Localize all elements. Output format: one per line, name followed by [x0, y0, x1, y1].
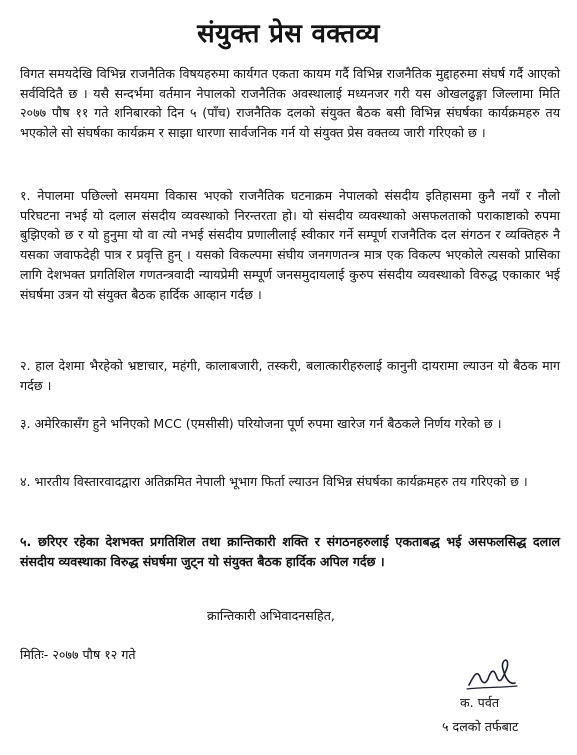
document-date: मितिः- २०७७ पौष १२ गते — [20, 647, 136, 662]
intro-paragraph: विगत समयदेखि विभिन्न राजनैतिक विषयहरुमा कार्यगत एकता कायम गर्दै विभिन्न राजनैतिक मुद्दाहरुमा संघर्ष गर्दै आएको सर्वविदितै छ । यसै सन्दर्भमा वर्तमान नेपालको राजनैतिक अवस्थालाई मध्यनजर गरी यस ओखलढुङ्गा जिल्लामा मिति २०७७ पौष ११ गते शनिबारको दिन ५ (पाँच) राजनैतिक दलको संयुक्त बैठक बसी विभिन्न संघर्षका कार्यक्रमहरु तय भएकोले सो संघर्षका कार्यक्रम र साझा धारणा सार्वजनिक गर्न यो संयुक्त प्रेस वक्तव्य जारी गरिएको छ । — [20, 66, 560, 141]
point-3: ३. अमेरिकासँग हुने भनिएको MCC (एमसीसी) परियोजना पूर्ण रुपमा खारेज गर्न बैठकले निर्णय गरेको छ । — [20, 416, 502, 431]
point-2: २. हाल देशमा भैरहेको भ्रष्टाचार, महंगी, कालाबजारी, तस्करी, बलात्कारीहरुलाई कानुनी दायरामा ल्याउन यो बैठक माग गर्दछ । — [20, 358, 560, 393]
signer-organization: ५ दलको तर्फबाट — [442, 719, 519, 734]
document-title: संयुक्त प्रेस वक्तव्य — [197, 19, 380, 49]
handwritten-signature — [463, 655, 519, 695]
point-1: १. नेपालमा पछिल्लो समयमा विकास भएको राजनैतिक घटनाक्रम नेपालको संसदीय इतिहासमा कुनै नयाँ र नौलो परिघटना नभई यो दलाल संसदीय व्यवस्थाको निरन्तरता हो। यो संसदीय व्यवस्थाको असफलताको पराकाष्टाको रुपमा बुझिएको छ र यो हुनुमा यो वा त्यो नभई संसदीय प्रणालीलाई स्वीकार गर्ने सम्पूर्ण राजनैतिक दल संगठन र व्यक्तिहरु नै यसका जवाफदेही पात्र र प्रवृत्ति हुन् । यसको विकल्पमा संघीय जनगणतन्त्र मात्र एक विकल्प भएकोले त्यसको प्रासिका लागि देशभक्त प्रगतिशिल गणतन्त्रवादी न्यायप्रेमी सम्पूर्ण जनसमुदायलाई कुरुप संसदीय व्यवस्थाको विरुद्ध एकाकार भई संघर्षमा उत्रन यो संयुक्त बैठक हार्दिक आव्हान गर्दछ । — [20, 188, 560, 302]
closing-salutation: क्रान्तिकारी अभिवादनसहित, — [207, 608, 335, 623]
point-5: ५. छरिएर रहेका देशभक्त प्रगतिशिल तथा क्रान्तिकारी शक्ति र संगठनहरुलाई एकताबद्ध भई असफलसिद्ध दलाल संसदीय व्यवस्थाका विरुद्ध संघर्षमा जुट्न यो संयुक्त बैठक हार्दिक अपिल गर्दछ । — [20, 534, 560, 569]
point-4: ४. भारतीय विस्तारवादद्वारा अतिक्रमित नेपाली भूभाग फिर्ता ल्याउन विभिन्न संघर्षका कार्यक्रमहरु तय गरिएको छ । — [20, 474, 528, 489]
signer-name: क. पर्वत — [460, 695, 500, 710]
